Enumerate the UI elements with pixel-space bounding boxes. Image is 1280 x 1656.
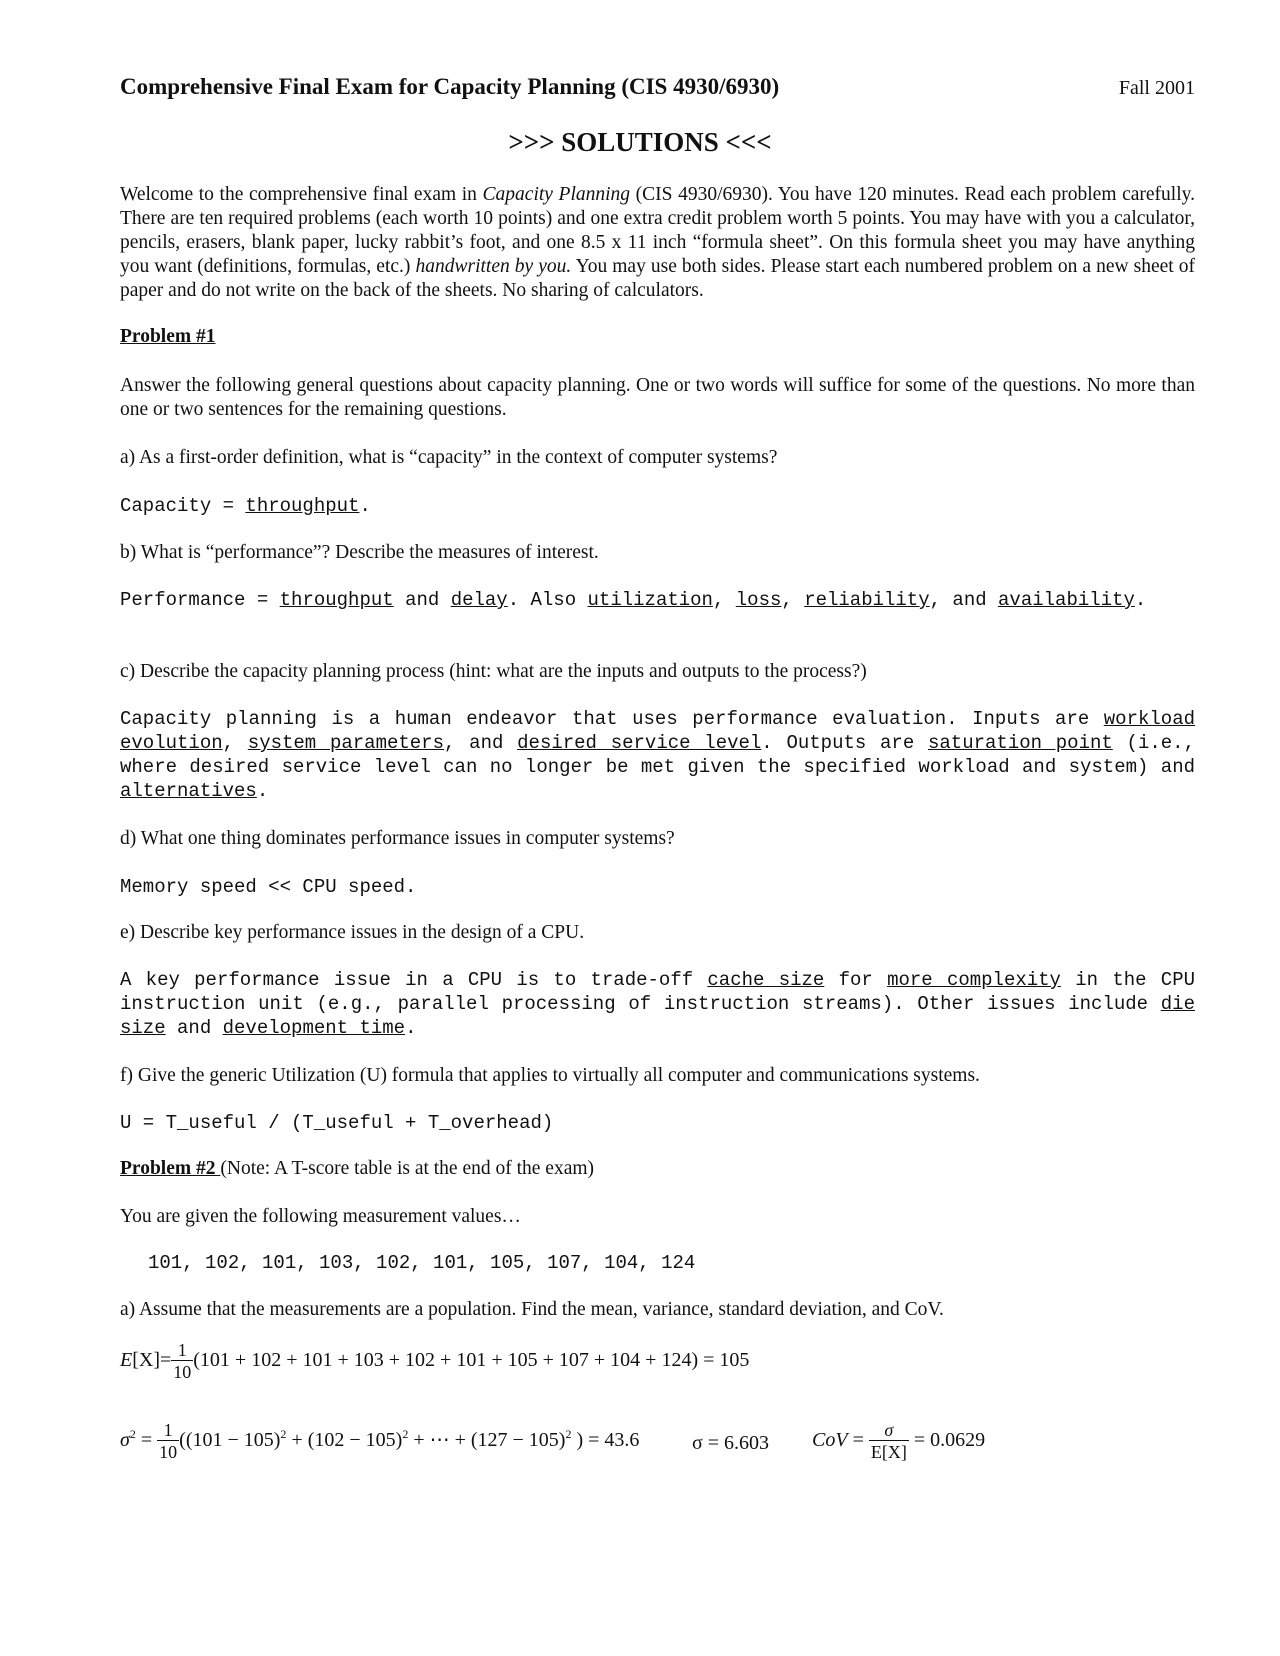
fraction <box>869 1420 909 1463</box>
answer-text: , and <box>929 589 999 611</box>
problem-2-note: (Note: A T-score table is at the end of the exam) <box>220 1158 595 1179</box>
mean-expression: (101 + 102 + 101 + 103 + 102 + 101 + 105 + 107 + 104 + 124) = 105 <box>193 1349 750 1372</box>
answer-key-term: desired service level <box>517 732 762 754</box>
denominator: 10 <box>173 1362 192 1382</box>
answer-text: . Also <box>507 589 588 611</box>
exponent: 2 <box>565 1427 572 1442</box>
question-1d: d) What one thing dominates performance issues in computer systems? <box>120 828 675 849</box>
answer-key-term: throughput <box>279 589 394 611</box>
variance-term: + ⋯ + (127 − 105) <box>408 1429 566 1452</box>
numerator: 1 <box>163 1420 173 1440</box>
answer-key-term: alternatives <box>120 780 257 802</box>
answer-1d: Memory speed << CPU speed. <box>120 876 417 898</box>
answer-text: (i.e., where desired service level can no longer be met given the specified workload and system) and <box>120 732 1195 778</box>
variance-equation <box>120 1420 639 1463</box>
numerator: 1 <box>177 1340 187 1360</box>
answer-text: . <box>405 1017 417 1039</box>
answer-text: . <box>359 495 371 517</box>
answer-1e <box>120 968 1195 1040</box>
intro-text-1: Welcome to the comprehensive final exam in <box>120 184 483 205</box>
answer-text: , <box>222 732 248 754</box>
solutions-banner: >>> SOLUTIONS <<< <box>508 127 772 157</box>
answer-key-term: cache size <box>707 969 825 991</box>
answer-key-term: utilization <box>587 589 713 611</box>
random-variable: [X] <box>132 1349 160 1372</box>
equals-sign: = <box>135 1429 158 1452</box>
equals-sign: = <box>847 1429 869 1452</box>
numerator: σ <box>884 1420 894 1440</box>
semester-label: Fall 2001 <box>1118 77 1195 99</box>
problem-2-heading-row <box>120 1157 1195 1181</box>
measurement-values: 101, 102, 101, 103, 102, 101, 105, 107, 104, 124 <box>148 1252 696 1274</box>
problem-1-intro: Answer the following general questions about capacity planning. One or two words will suffice for some of the questions. No more than one or two sentences for the remaining questions. <box>120 375 1195 420</box>
answer-text: Capacity planning is a human endeavor that uses performance evaluation. Inputs are <box>120 708 1104 730</box>
problem-2-heading: Problem #2 <box>120 1158 221 1179</box>
answer-text: and <box>393 589 451 611</box>
fraction <box>171 1340 193 1383</box>
answer-key-term: more complexity <box>887 969 1061 991</box>
answer-key-term: workload evolution <box>120 708 1195 754</box>
variance-term: + (102 − 105) <box>286 1429 403 1452</box>
answer-text: . Outputs are <box>761 732 928 754</box>
answer-key-term: saturation point <box>928 732 1113 754</box>
cov-result: = 0.0629 <box>908 1429 986 1452</box>
question-1e: e) Describe key performance issues in the design of a CPU. <box>120 922 585 943</box>
answer-key-term: system parameters <box>247 732 444 754</box>
answer-text: A key performance issue in a CPU is to trade-off <box>120 969 708 991</box>
problem-1-heading: Problem #1 <box>120 326 216 347</box>
answer-key-term: throughput <box>245 495 360 517</box>
std-dev-equation: σ = 6.603 <box>692 1432 770 1454</box>
answer-text: Capacity = <box>120 495 246 517</box>
handwritten-note: handwritten by you. <box>415 256 572 277</box>
mean-equation <box>120 1340 749 1383</box>
fraction <box>157 1420 179 1463</box>
exponent: 2 <box>129 1427 136 1442</box>
answer-key-term: die size <box>120 993 1195 1039</box>
answer-text: in the CPU instruction unit (e.g., parallel processing of instruction streams). Other issues include <box>120 969 1196 1015</box>
answer-1c <box>120 707 1195 803</box>
answer-text: and <box>165 1017 223 1039</box>
question-1c: c) Describe the capacity planning process (hint: what are the inputs and outputs to the process?) <box>120 661 867 682</box>
answer-text: , <box>781 589 805 611</box>
question-1a: a) As a first-order definition, what is “capacity” in the context of computer systems? <box>120 447 778 468</box>
answer-1b <box>120 588 1195 612</box>
answer-key-term: loss <box>735 589 782 611</box>
answer-key-term: development time <box>222 1017 406 1039</box>
denominator: 10 <box>159 1442 178 1462</box>
answer-1f: U = T_useful / (T_useful + T_overhead) <box>120 1112 554 1134</box>
header <box>120 74 1195 106</box>
answer-key-term: availability <box>998 589 1135 611</box>
exam-title: Comprehensive Final Exam for Capacity Planning (CIS 4930/6930) <box>120 74 780 99</box>
answer-text: Performance = <box>120 589 280 611</box>
equals-sign: = <box>159 1349 172 1372</box>
question-2a: a) Assume that the measurements are a population. Find the mean, variance, standard deviation, and CoV. <box>120 1299 944 1320</box>
answer-text: , <box>712 589 736 611</box>
answer-text: . <box>256 780 269 802</box>
intro-paragraph <box>120 183 1195 303</box>
intro-text-2: (CIS 4930/6930). You have 120 minutes. Read each problem carefully. There are ten required problems (each worth 10 points) and one extra credit problem worth 5 points. You may have with you a calculator, pencils, erasers, blank paper, lucky rabbit’s foot, and one 8.5 x 11 inch “formula sheet”. On this formula sheet you may have anything you want (definitions, formulas, etc.) <box>120 184 1195 277</box>
expectation-symbol: E <box>120 1349 133 1372</box>
exponent: 2 <box>280 1427 287 1442</box>
problem-2-given: You are given the following measurement values… <box>120 1206 521 1227</box>
answer-key-term: reliability <box>804 589 930 611</box>
answer-text: for <box>824 969 888 991</box>
answer-key-term: delay <box>450 589 508 611</box>
question-1b: b) What is “performance”? Describe the measures of interest. <box>120 542 599 563</box>
answer-text: . <box>1134 589 1147 611</box>
answer-1a <box>120 494 1195 518</box>
exponent: 2 <box>402 1427 409 1442</box>
cov-label: CoV <box>812 1429 848 1452</box>
question-1f: f) Give the generic Utilization (U) formula that applies to virtually all computer and communications systems. <box>120 1065 980 1086</box>
course-name: Capacity Planning <box>482 184 631 205</box>
denominator: E[X] <box>870 1442 907 1462</box>
answer-text: , and <box>444 732 518 754</box>
cov-equation <box>812 1420 985 1463</box>
variance-term: ((101 − 105) <box>179 1429 281 1452</box>
sigma-symbol: σ <box>120 1429 130 1452</box>
variance-result: ) = 43.6 <box>571 1429 640 1452</box>
intro-text-3: You may use both sides. Please start each numbered problem on a new sheet of paper and do not write on the back of the sheets. No sharing of calculators. <box>120 256 1195 301</box>
